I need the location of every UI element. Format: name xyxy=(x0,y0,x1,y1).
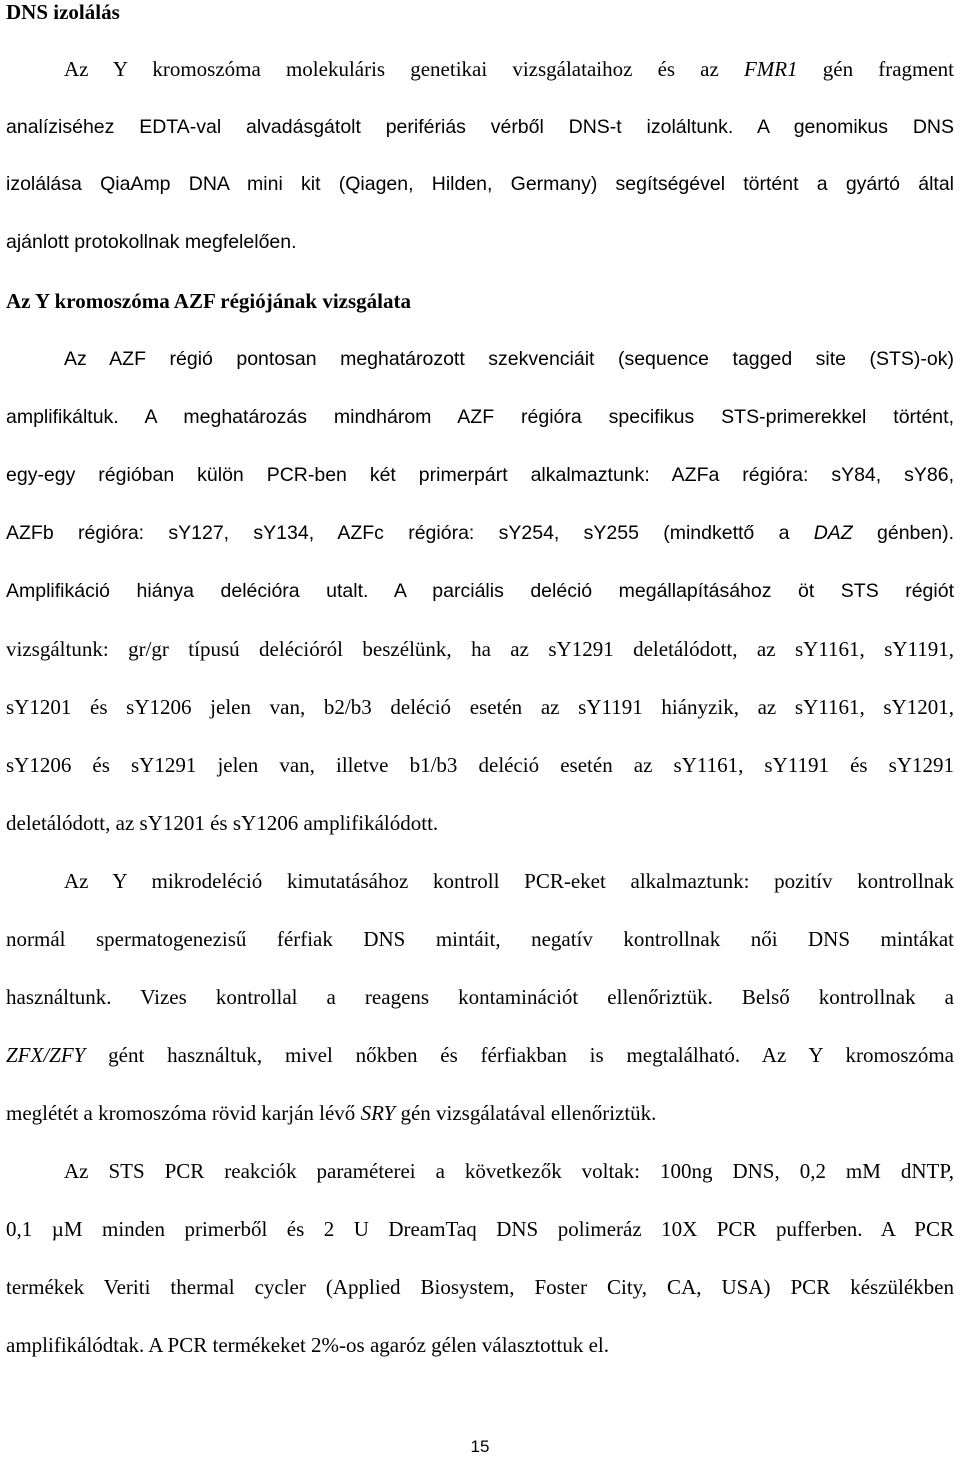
paragraph-line: izolálása QiaAmp DNA mini kit (Qiagen, Hilden, Germany) segítségével történt a gyártó által xyxy=(6,173,954,195)
paragraph-line: Az Y kromoszóma molekuláris genetikai vizsgálataihoz és az FMR1 gén fragment xyxy=(64,57,954,81)
paragraph-line: vizsgáltunk: gr/gr típusú delécióról beszélünk, ha az sY1291 deletálódott, az sY1161, sY1191, xyxy=(6,637,954,661)
paragraph-line: Az Y mikrodeléció kimutatásához kontroll PCR-eket alkalmaztunk: pozitív kontrollnak xyxy=(64,869,954,893)
paragraph-line: egy-egy régióban külön PCR-ben két primerpárt alkalmaztunk: AZFa régióra: sY84, sY86, xyxy=(6,464,954,486)
paragraph-line: használtunk. Vizes kontrollal a reagens kontaminációt ellenőriztük. Belső kontrollnak a xyxy=(6,985,954,1009)
paragraph-line: meglétét a kromoszóma rövid karján lévő SRY gén vizsgálatával ellenőriztük. xyxy=(6,1101,657,1125)
paragraph-line: Az STS PCR reakciók paraméterei a következők voltak: 100ng DNS, 0,2 mM dNTP, xyxy=(64,1159,954,1183)
paragraph-line: Amplifikáció hiánya delécióra utalt. A parciális deléció megállapításához öt STS régiót xyxy=(6,580,954,602)
paragraph-line: ajánlott protokollnak megfelelően. xyxy=(6,231,297,253)
page-number: 15 xyxy=(470,1437,490,1456)
section-heading-azf-vizsgalata: Az Y kromoszóma AZF régiójának vizsgálata xyxy=(6,289,411,313)
document-page xyxy=(6,0,956,1460)
paragraph-line: deletálódott, az sY1201 és sY1206 amplifikálódott. xyxy=(6,811,439,835)
paragraph-line: Az AZF régió pontosan meghatározott szekvenciáit (sequence tagged site (STS)-ok) xyxy=(64,348,954,370)
paragraph-line: sY1206 és sY1291 jelen van, illetve b1/b3 deléció esetén az sY1161, sY1191 és sY1291 xyxy=(6,753,954,777)
paragraph-line: AZFb régióra: sY127, sY134, AZFc régióra: sY254, sY255 (mindkettő a DAZ génben). xyxy=(6,522,954,544)
paragraph-line: 0,1 µM minden primerből és 2 U DreamTaq DNS polimeráz 10X PCR pufferben. A PCR xyxy=(6,1217,954,1241)
paragraph-line: ZFX/ZFY gént használtuk, mivel nőkben és férfiakban is megtalálható. Az Y kromoszóma xyxy=(6,1043,954,1067)
paragraph-line: normál spermatogenezisű férfiak DNS mintáit, negatív kontrollnak női DNS mintákat xyxy=(6,927,954,951)
paragraph-line: amplifikálódtak. A PCR termékeket 2%-os agaróz gélen választottuk el. xyxy=(6,1333,610,1357)
paragraph-line: amplifikáltuk. A meghatározás mindhárom AZF régióra specifikus STS-primerekkel történt, xyxy=(6,406,954,428)
paragraph-line: analíziséhez EDTA-val alvadásgátolt perifériás vérből DNS-t izoláltunk. A genomikus DNS xyxy=(6,116,954,138)
section-heading-dns-izolalas: DNS izolálás xyxy=(6,0,120,24)
paragraph-line: sY1201 és sY1206 jelen van, b2/b3 deléció esetén az sY1191 hiányzik, az sY1161, sY1201, xyxy=(6,695,954,719)
paragraph-line: termékek Veriti thermal cycler (Applied Biosystem, Foster City, CA, USA) PCR készülékben xyxy=(6,1275,954,1299)
